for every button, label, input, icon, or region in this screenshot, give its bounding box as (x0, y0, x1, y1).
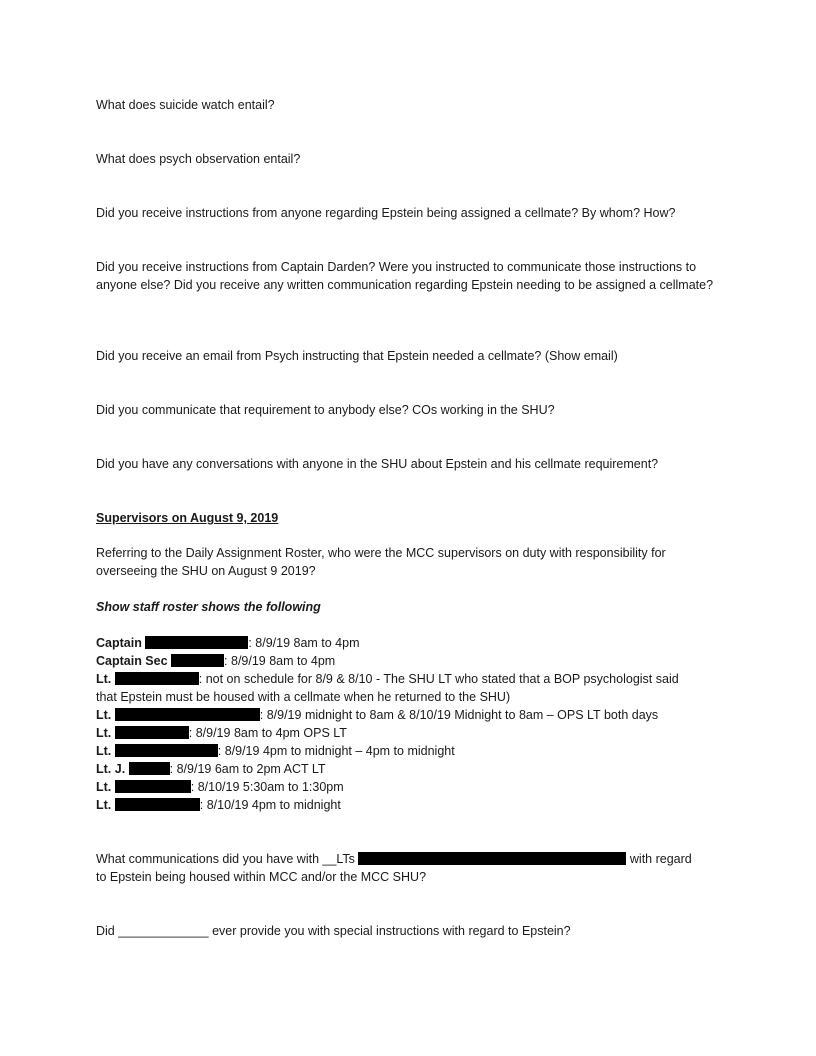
question-lt-communications (96, 850, 726, 868)
roster-entry-text: : 8/10/19 4pm to midnight (199, 798, 341, 812)
section-heading-supervisors: Supervisors on August 9, 2019 (96, 511, 279, 525)
redaction-bar (115, 726, 189, 739)
question-shu-conversations: Did you have any conversations with anyone in the SHU about Epstein and his cellmate requirement? (96, 457, 659, 471)
question-special-instructions: Did _____________ ever provide you with special instructions with regard to Epstein? (96, 924, 571, 938)
roster-entry-text: : 8/9/19 8am to 4pm (248, 636, 360, 650)
roster-entry-title: Lt. (96, 744, 112, 758)
redaction-bar (115, 672, 199, 685)
question-psych-email: Did you receive an email from Psych instructing that Epstein needed a cellmate? (Show email) (96, 349, 618, 363)
redaction-bar (145, 636, 248, 649)
question-lt-communications-cont: to Epstein being housed within MCC and/or the MCC SHU? (96, 870, 427, 884)
roster-entry-continuation: that Epstein must be housed with a cellmate when he returned to the SHU) (96, 690, 511, 704)
question-communicate-requirement: Did you communicate that requirement to anybody else? COs working in the SHU? (96, 403, 555, 417)
roster-entry-text: : 8/9/19 8am to 4pm (224, 654, 336, 668)
roster-entry (96, 796, 726, 814)
roster-entry-title: Captain Sec (96, 654, 168, 668)
question-daily-roster: Referring to the Daily Assignment Roster, who were the MCC supervisors on duty with responsibility for overseeing the SHU on August 9 2019? (96, 546, 666, 578)
roster-entry-text: : 8/10/19 5:30am to 1:30pm (190, 780, 344, 794)
roster-entry-title: Lt. (96, 708, 112, 722)
roster-entry-text: : 8/9/19 6am to 2pm ACT LT (169, 762, 326, 776)
roster-entry (96, 724, 726, 742)
roster-entry-text: : 8/9/19 midnight to 8am & 8/10/19 Midnight to 8am – OPS LT both days (259, 708, 659, 722)
roster-entry-title: Lt. (96, 780, 112, 794)
roster-entry (96, 634, 726, 652)
roster-entry (96, 670, 726, 688)
roster-entry (96, 706, 726, 724)
roster-entry-title: Captain (96, 636, 142, 650)
roster-entry-text: : 8/9/19 8am to 4pm OPS LT (188, 726, 347, 740)
redaction-bar (115, 744, 218, 757)
redaction-bar (358, 852, 626, 865)
question-suicide-watch: What does suicide watch entail? (96, 98, 275, 112)
question-lt-communications-end: with regard (626, 852, 692, 866)
question-instructions-cellmate: Did you receive instructions from anyone regarding Epstein being assigned a cellmate? By whom? How? (96, 206, 676, 220)
roster-entry (96, 652, 726, 670)
redaction-bar (129, 762, 170, 775)
redaction-bar (171, 654, 224, 667)
question-lt-communications-start: What communications did you have with __LTs (96, 852, 355, 866)
redaction-bar (115, 708, 260, 721)
roster-entry (96, 742, 726, 760)
roster-entry (96, 778, 726, 796)
roster-entry (96, 760, 726, 778)
roster-entry-title: Lt. (96, 672, 112, 686)
roster-entry-title: Lt. (96, 726, 112, 740)
roster-entry-text: : 8/9/19 4pm to midnight – 4pm to midnight (217, 744, 455, 758)
question-captain-darden: Did you receive instructions from Captain Darden? Were you instructed to communicate those instructions to anyone else? Did you receive any written communication regarding Epstein needing to be assigned a cellmate? (96, 260, 714, 292)
roster-entry-title: Lt. (96, 798, 112, 812)
roster-title: Show staff roster shows the following (96, 600, 321, 614)
question-psych-observation: What does psych observation entail? (96, 152, 301, 166)
roster-entry-title: Lt. J. (96, 762, 126, 776)
roster-entry-text: : not on schedule for 8/9 & 8/10 - The SHU LT who stated that a BOP psychologist said (198, 672, 679, 686)
redaction-bar (115, 798, 200, 811)
redaction-bar (115, 780, 191, 793)
